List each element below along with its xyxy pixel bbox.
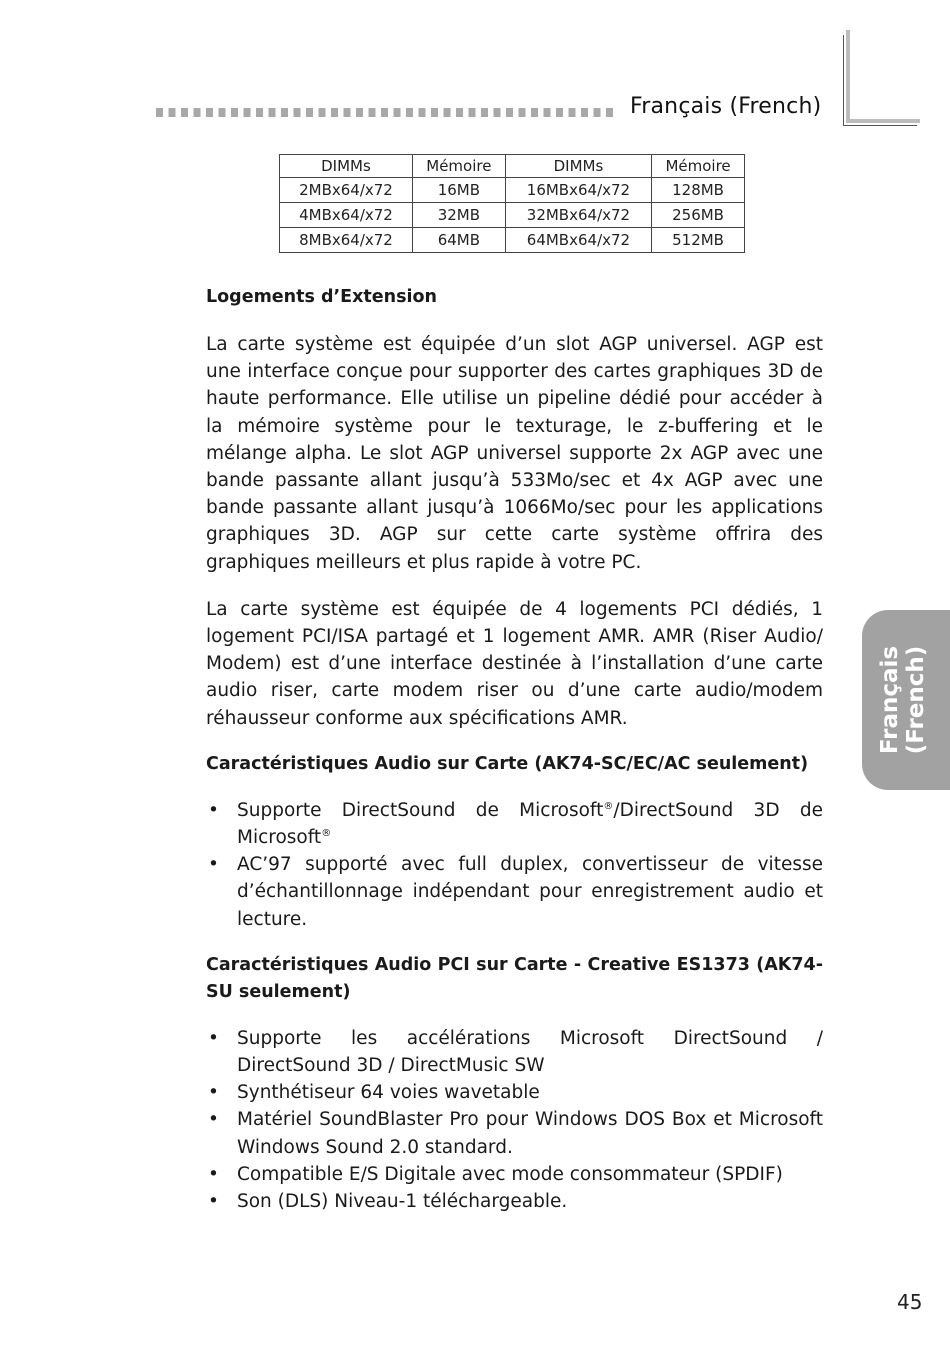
language-side-tab-label: [877, 646, 929, 755]
list-item-text: Supporte DirectSound de Microsoft®/DirectSound 3D de Microsoft®: [237, 799, 823, 849]
bullet-glyph: •: [208, 1082, 219, 1104]
bullet-glyph: •: [208, 1109, 219, 1131]
list-item: [206, 1025, 823, 1079]
table-row: [280, 203, 745, 228]
onboard-audio-list: [206, 797, 823, 933]
corner-mark-horizontal-line: [843, 125, 917, 126]
bullet-glyph: •: [208, 854, 219, 876]
table-cell: 512MB: [652, 228, 745, 253]
table-cell: 8MBx64/x72: [280, 228, 413, 253]
table-header-cell: DIMMs: [280, 155, 413, 178]
list-item-text: Son (DLS) Niveau-1 téléchargeable.: [237, 1191, 568, 1213]
table-row: [280, 178, 745, 203]
table-header-row: [280, 155, 745, 178]
agp-paragraph: La carte système est équipée d’un slot AGP universel. AGP est une interface conçue pour supporter des cartes graphiques 3D de haute performance. Elle utilise un pipeline dédié pour accéder à la mémoire système pour le texturage, le z-buffering et le mélange alpha. Le slot AGP universel supporte 2x AGP avec une bande passante allant jusqu’à 533Mo/sec et 4x AGP avec une bande passante allant jusqu’à 1066Mo/sec pour les applications graphiques 3D. AGP sur cette carte système offrira des graphiques meilleurs et plus rapide à votre PC.: [206, 334, 823, 573]
main-content: [206, 284, 823, 1215]
page-number: 45: [897, 1290, 923, 1314]
list-item-text: Supporte les accélérations Microsoft DirectSound / DirectSound 3D / DirectMusic SW: [237, 1027, 823, 1077]
table-cell: 256MB: [652, 203, 745, 228]
table-cell: 16MBx64/x72: [505, 178, 651, 203]
header-dotted-rule: [156, 108, 618, 117]
table-cell: 4MBx64/x72: [280, 203, 413, 228]
registered-mark: ®: [321, 827, 332, 839]
bullet-glyph: •: [208, 1191, 219, 1213]
table-cell: 2MBx64/x72: [280, 178, 413, 203]
side-tab-line: (French): [903, 645, 929, 755]
registered-mark: ®: [603, 800, 614, 812]
list-item-text: AC’97 supporté avec full duplex, convertisseur de vitesse d’échantillonnage indépendant pour enregistrement audio et lecture.: [237, 854, 823, 930]
page-header-title: Français (French): [630, 94, 822, 119]
pci-audio-list: [206, 1025, 823, 1215]
table-header-cell: DIMMs: [505, 155, 651, 178]
expansion-slots-heading: Logements d’Extension: [206, 287, 438, 307]
list-item-text: Compatible E/S Digitale avec mode consommateur (SPDIF): [237, 1163, 783, 1185]
onboard-audio-heading: Caractéristiques Audio sur Carte (AK74-SC/EC/AC seulement): [206, 753, 809, 774]
table-cell: 32MB: [412, 203, 505, 228]
pci-paragraph: La carte système est équipée de 4 logements PCI dédiés, 1 logement PCI/ISA partagé et 1 logement AMR. AMR (Riser Audio/ Modem) est d’une interface destinée à l’installation d’une carte audio riser, carte modem riser ou d’une carte audio/modem réhausseur conforme aux spécifications AMR.: [206, 598, 823, 729]
bullet-glyph: •: [208, 1163, 219, 1185]
side-tab-line: Français: [877, 645, 903, 755]
list-item: [206, 851, 823, 933]
table-cell: 32MBx64/x72: [505, 203, 651, 228]
list-item: [206, 797, 823, 851]
list-item-text: Matériel SoundBlaster Pro pour Windows DOS Box et Microsoft Windows Sound 2.0 standard.: [237, 1109, 823, 1158]
table-row: [280, 228, 745, 253]
table-cell: 64MBx64/x72: [505, 228, 651, 253]
list-item: [206, 1188, 823, 1215]
pci-audio-heading: Caractéristiques Audio PCI sur Carte - Creative ES1373 (AK74-SU seulement): [206, 954, 823, 1002]
table-header-cell: Mémoire: [652, 155, 745, 178]
table-cell: 128MB: [652, 178, 745, 203]
corner-mark-horizontal: [846, 119, 920, 123]
memory-table: [279, 154, 745, 253]
corner-mark-vertical-line: [843, 35, 844, 125]
list-item: [206, 1079, 823, 1106]
list-item: [206, 1161, 823, 1188]
corner-mark-vertical: [846, 30, 850, 122]
table-cell: 16MB: [412, 178, 505, 203]
table-cell: 64MB: [412, 228, 505, 253]
table-header-cell: Mémoire: [412, 155, 505, 178]
list-item: [206, 1106, 823, 1160]
list-item-text: Synthétiseur 64 voies wavetable: [237, 1082, 540, 1104]
bullet-glyph: •: [208, 1027, 219, 1049]
bullet-glyph: •: [208, 799, 219, 821]
